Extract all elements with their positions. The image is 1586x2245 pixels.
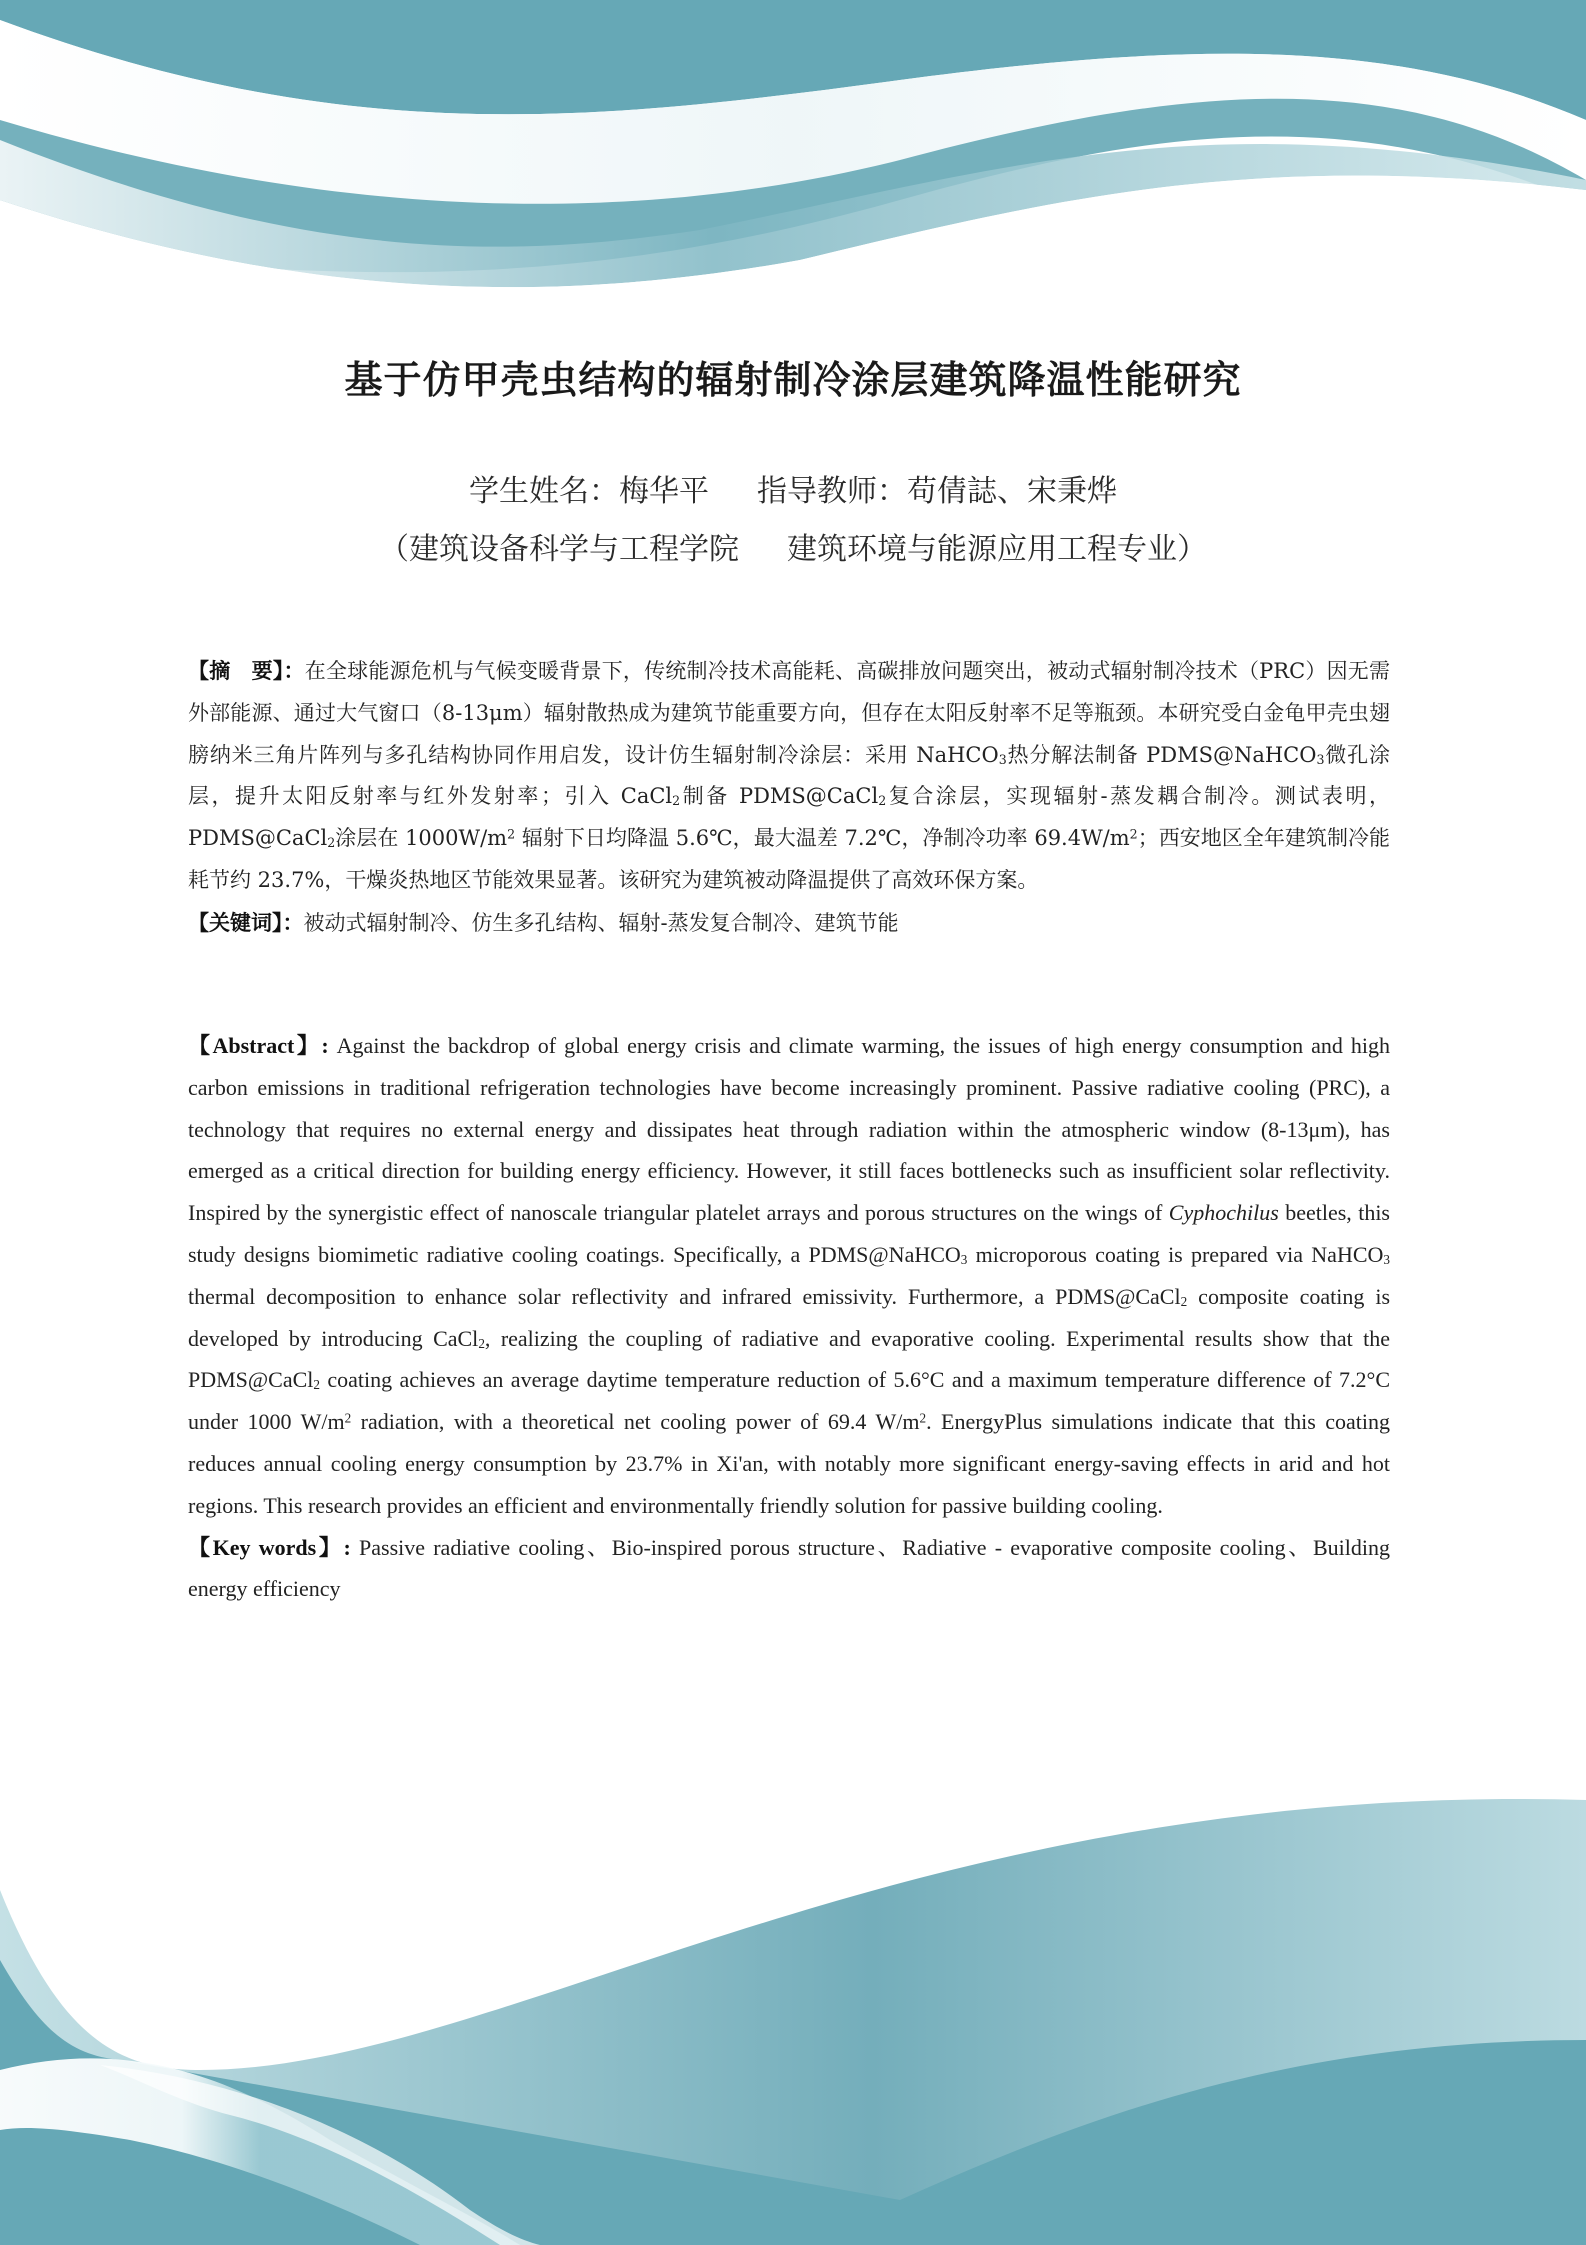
advisor-names: 苟倩誌、宋秉烨 <box>907 474 1117 509</box>
abstract-text: coating achieves an average daytime temperature reduction of 5.6°C and a maximum temperature difference of 7.2°C under 1000 W/m <box>188 1367 1390 1435</box>
abstract-text: composite coating is developed by introducing CaCl <box>188 1283 1391 1351</box>
affiliation-line <box>0 528 1586 572</box>
subscript: 3 <box>998 751 1007 767</box>
english-keywords-label: 【Key words】: <box>188 1534 351 1560</box>
subscript: 3 <box>960 1251 968 1267</box>
advisor-label: 指导教师： <box>757 474 907 509</box>
abstract-text: 微孔涂层，提升太阳反射率与红外发射率；引入 CaCl <box>188 742 1391 809</box>
subscript: 2 <box>878 793 887 809</box>
school-name: 建筑设备科学与工程学院 <box>409 532 739 567</box>
superscript: 2 <box>919 1410 927 1426</box>
abstract-text: 在全球能源危机与气候变暖背景下，传统制冷技术高能耗、高碳排放问题突出，被动式辐射制冷技术（PRC）因无需外部能源、通过大气窗口（8-13μm）辐射散热成为建筑节能重要方向，但存在太阳反射率不足等瓶颈。本研究受白金龟甲壳虫翅膀纳米三角片阵列与多孔结构协同作用启发，设计仿生辐射制冷涂层：采用 NaHCO <box>188 659 1391 767</box>
abstract-text: 涂层在 1000W/m <box>335 826 508 851</box>
abstract-text: 复合涂层，实现辐射-蒸发耦合制冷。测试表明，PDMS@CaCl <box>188 784 1390 851</box>
paper-title: 基于仿甲壳虫结构的辐射制冷涂层建筑降温性能研究 <box>344 358 1242 402</box>
english-abstract-label: 【Abstract】: <box>188 1033 329 1058</box>
chinese-keywords <box>188 902 1390 945</box>
superscript: 2 <box>344 1410 352 1426</box>
abstract-text: radiation, with a theoretical net cooling power of 69.4 W/m <box>351 1409 920 1435</box>
bottom-wave-decoration <box>0 1780 1586 2245</box>
english-keywords-text: Passive radiative cooling、Bio-inspired porous structure、Radiative - evaporative composite cooling、Building energy efficiency <box>188 1534 1390 1602</box>
student-label: 学生姓名： <box>469 474 619 509</box>
abstract-text: . EnergyPlus simulations indicate that this coating reduces annual cooling energy consumption by 23.7% in Xi'an, with notably more significant energy-saving effects in arid and hot regions. This research provides an efficient and environmentally friendly solution for passive building cooling. <box>188 1409 1390 1518</box>
top-wave-decoration <box>0 0 1586 310</box>
abstract-text: , realizing the coupling of radiative and evaporative cooling. Experimental results show that the PDMS@CaCl <box>188 1325 1391 1393</box>
chinese-abstract <box>188 650 1390 902</box>
abstract-text: 热分解法制备 PDMS@NaHCO <box>1006 742 1317 767</box>
affiliation-close-paren: ） <box>1177 532 1207 567</box>
subscript: 2 <box>313 1377 320 1393</box>
abstract-text: Against the backdrop of global energy crisis and climate warming, the issues of high energy consumption and high carbon emissions in traditional refrigeration technologies have become increasingly prominent. Passive radiative cooling (PRC), a technology that requires no external energy and dissipates heat through radiation within the atmospheric window (8-13μm), has emerged as a critical direction for building energy efficiency. However, it still faces bottlenecks such as insufficient solar reflectivity. Inspired by the synergistic effect of nanoscale triangular platelet arrays and porous structures on the wings of <box>188 1033 1390 1226</box>
english-abstract-section <box>188 1025 1390 1610</box>
chinese-keywords-text: 被动式辐射制冷、仿生多孔结构、辐射-蒸发复合制冷、建筑节能 <box>303 910 899 935</box>
chinese-keywords-label: 【关键词】： <box>188 909 304 935</box>
abstract-text: beetles, this study designs biomimetic radiative cooling coatings. Specifically, a PDMS@NaHCO <box>188 1200 1390 1267</box>
subscript: 3 <box>1316 751 1325 767</box>
student-name: 梅华平 <box>619 474 709 509</box>
subscript: 2 <box>327 835 336 851</box>
subscript: 2 <box>672 793 681 809</box>
abstract-text: 制备 PDMS@CaCl <box>680 784 879 809</box>
subscript: 2 <box>478 1335 485 1351</box>
english-keywords <box>188 1527 1390 1611</box>
author-line <box>0 470 1586 514</box>
chinese-abstract-label: 【摘 要】： <box>188 658 305 683</box>
chinese-abstract-section <box>188 650 1390 945</box>
subscript: 3 <box>1383 1251 1390 1267</box>
abstract-text: ；西安地区全年建筑制冷能耗节约 23.7%，干燥炎热地区节能效果显著。该研究为建筑被动降温提供了高效环保方案。 <box>188 826 1391 892</box>
species-name: Cyphochilus <box>1168 1200 1279 1226</box>
english-abstract <box>188 1025 1390 1527</box>
major-name: 建筑环境与能源应用工程专业 <box>787 532 1177 567</box>
affiliation-open-paren: （ <box>379 532 409 567</box>
abstract-text: microporous coating is prepared via NaHCO <box>967 1241 1384 1267</box>
abstract-text: 辐射下日均降温 5.6℃，最大温差 7.2℃，净制冷功率 69.4W/m <box>515 826 1130 851</box>
superscript: 2 <box>507 826 516 842</box>
subscript: 2 <box>1180 1293 1188 1309</box>
superscript: 2 <box>1129 826 1138 842</box>
abstract-text: thermal decomposition to enhance solar reflectivity and infrared emissivity. Furthermore, a PDMS@CaCl <box>188 1283 1181 1309</box>
